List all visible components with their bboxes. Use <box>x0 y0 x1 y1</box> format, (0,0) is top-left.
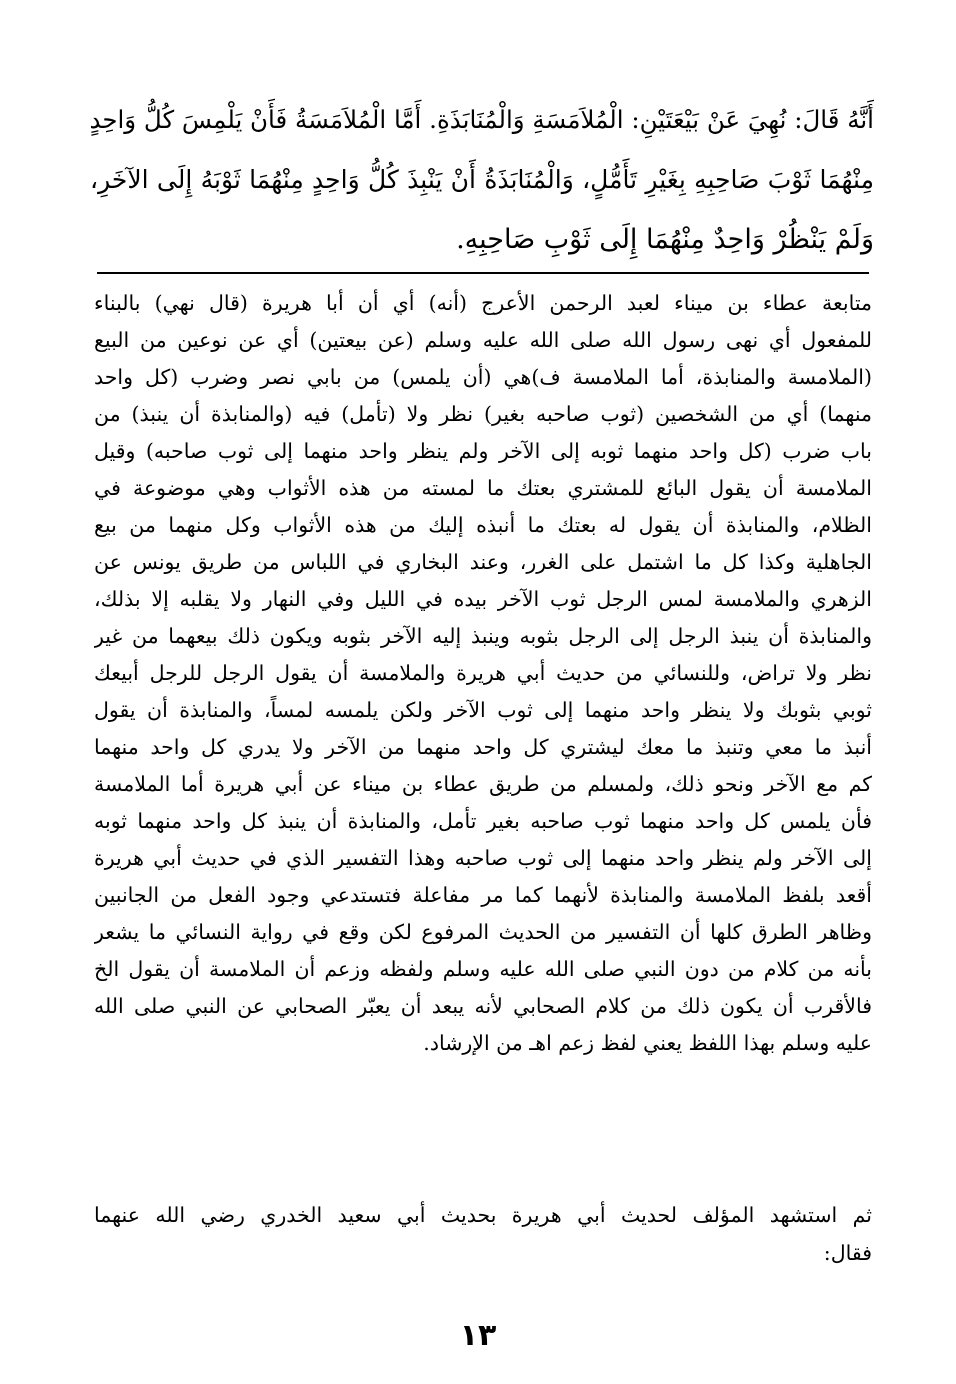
closing-line: ثم استشهد المؤلف لحديث أبي هريرة بحديث أبي سعيد الخدري رضي الله عنهما <box>94 1203 872 1227</box>
commentary-line: منهما) أي من الشخصين (ثوب صاحبه بغير) نظر ولا (تأمل) فيه (والمنابذة أن ينبذ) من <box>94 402 872 426</box>
commentary-line: فالأقرب أن يكون ذلك من كلام الصحابي لأنه يبعد أن يعبّر الصحابي عن النبي صلى الله <box>94 994 872 1018</box>
commentary-line: أنبذ ما معي وتنبذ ما معك ليشتري كل واحد منهما من الآخر ولا يدري كل واحد منهما <box>94 735 872 759</box>
closing-paragraph <box>94 1196 872 1272</box>
hadith-line: مِنْهُمَا ثَوْبَ صَاحِبِهِ بِغَيْرِ تَأَمُّلٍ، وَالْمُنَابَذَةُ أَنْ يَنْبِذَ كُلُّ وَاحِدٍ مِنْهُمَا ثَوْبَهُ إِلَى الآخَرِ، <box>90 165 874 194</box>
closing-line: فقال: <box>823 1241 872 1265</box>
commentary-line: فأن يلمس كل واحد منهما ثوب صاحبه بغير تأمل، والمنابذة أن ينبذ كل واحد منهما ثوبه <box>94 809 872 833</box>
commentary-line: والمنابذة أن ينبذ الرجل إلى الرجل بثوبه وينبذ إليه الآخر بثوبه ويكون ذلك بيعهما من غير <box>94 624 872 648</box>
commentary-line: ثوبي بثوبك ولا ينظر واحد منهما إلى ثوب الآخر ولكن يلمسه لمساً، والمنابذة أن يقول <box>94 698 872 722</box>
commentary-line: إلى الآخر ولم ينظر واحد منهما إلى ثوب صاحبه وهذا التفسير الذي في حديث أبي هريرة <box>94 846 872 870</box>
commentary-line: (الملامسة والمنابذة، أما الملامسة ف)هي (أن يلمس) من بابي نصر وضرب (كل واحد <box>94 365 872 389</box>
hadith-line: وَلَمْ يَنْظُرْ وَاحِدٌ مِنْهُمَا إِلَى ثَوْبِ صَاحِبِهِ. <box>456 224 874 255</box>
commentary-text <box>94 285 872 1062</box>
commentary-line: عليه وسلم بهذا اللفظ يعني لفظ زعم اهـ من الإرشاد. <box>423 1031 872 1055</box>
commentary-line: وظاهر الطرق كلها أن التفسير من الحديث المرفوع لكن وقع في رواية النسائي ما يشعر <box>94 920 872 944</box>
hadith-text <box>90 90 874 270</box>
commentary-line: نظر ولا تراض، وللنسائي من حديث أبي هريرة والملامسة أن يقول الرجل للرجل أبيعك <box>94 661 872 685</box>
commentary-line: كم مع الآخر ونحو ذلك، ولمسلم من طريق عطاء بن ميناء عن أبي هريرة أما الملامسة <box>94 772 872 796</box>
commentary-line: بأنه من كلام من دون النبي صلى الله عليه وسلم ولفظه وزعم أن الملامسة أن يقول الخ <box>94 957 872 981</box>
commentary-line: الزهري والملامسة لمس الرجل ثوب الآخر بيده في الليل وفي النهار ولا يقلبه إلا بذلك، <box>94 587 872 611</box>
commentary-line: الملامسة أن يقول البائع للمشتري بعتك ما لمسته من هذه الأثواب وهي موضوعة في <box>94 476 872 500</box>
commentary-line: متابعة عطاء بن ميناء لعبد الرحمن الأعرج (أنه) أي أن أبا هريرة (قال نهي) بالبناء <box>94 291 872 315</box>
hadith-line: أَنَّهُ قَالَ: نُهِيَ عَنْ بَيْعَتَيْنِ: الْمُلاَمَسَةِ وَالْمُنَابَذَةِ. أَمَّا الْمُلاَمَسَةُ فَأَنْ يَلْمِسَ كُلُّ وَاحِدٍ <box>90 105 874 134</box>
commentary-line: الجاهلية وكذا كل ما اشتمل على الغرر، وعند البخاري في اللباس من طريق يونس عن <box>94 550 872 574</box>
commentary-line: الظلام، والمنابذة أن يقول له بعتك ما أنبذه إليك من هذه الأثواب وكل منهما من بيع <box>94 513 872 537</box>
page-number: ١٣ <box>459 1318 497 1353</box>
commentary-line: للمفعول أي نهى رسول الله صلى الله عليه وسلم (عن بيعتين) أي عن نوعين من البيع <box>94 328 872 352</box>
section-divider <box>97 272 869 274</box>
commentary-line: أقعد بلفظ الملامسة والمنابذة لأنهما كما مر مفاعلة فتستدعي وجود الفعل من الجانبين <box>94 883 872 907</box>
commentary-line: باب ضرب (كل واحد منهما ثوبه إلى الآخر ولم ينظر واحد منهما إلى ثوب صاحبه) وقيل <box>94 439 872 463</box>
